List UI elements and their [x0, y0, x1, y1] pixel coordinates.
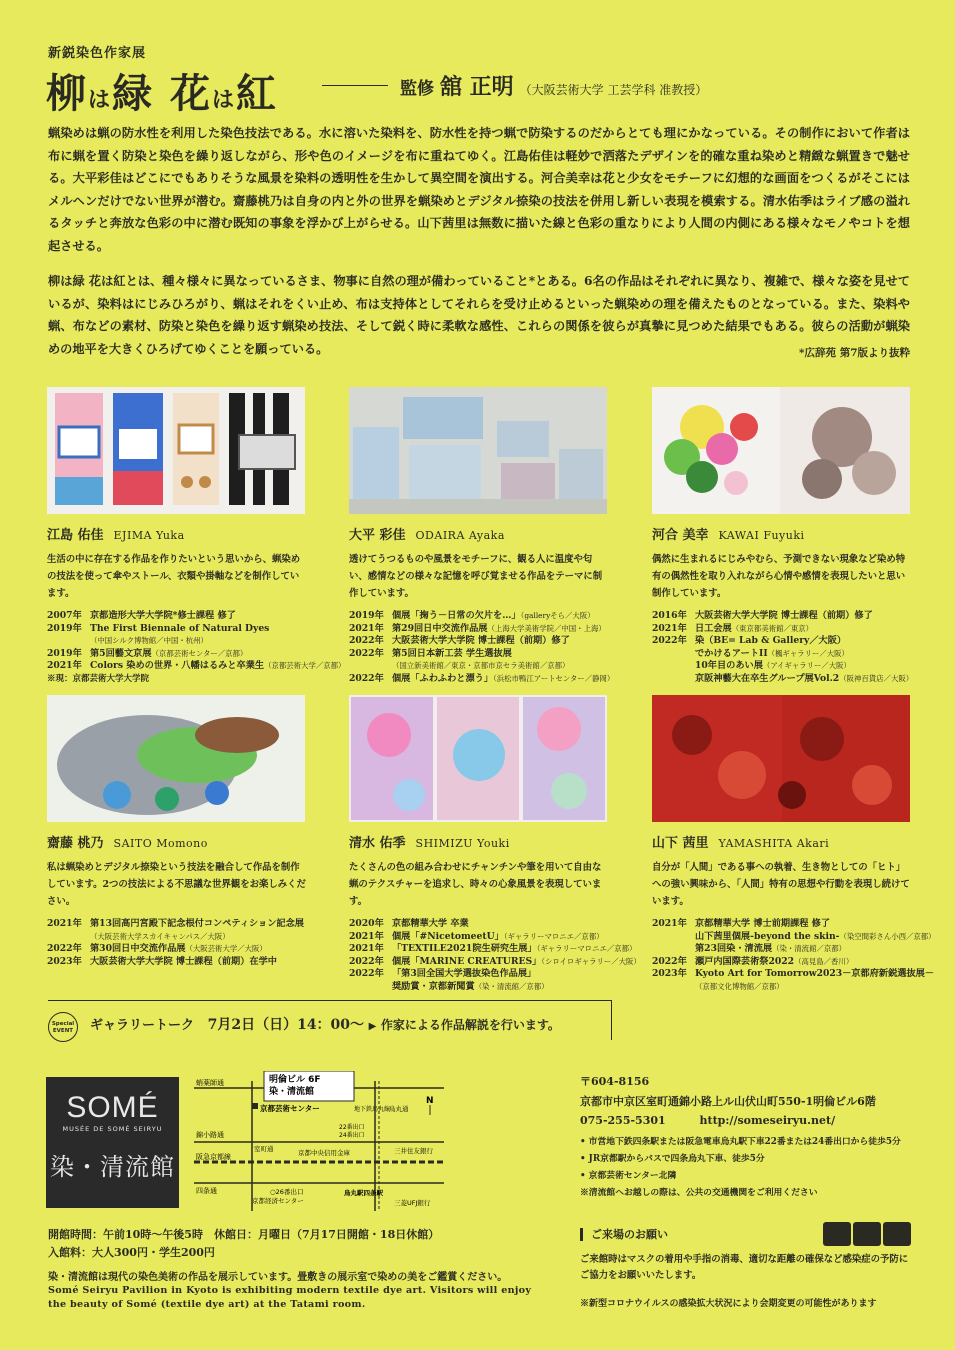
- artwork-image-ejima: [47, 387, 305, 514]
- artist-description: 透けてうつるものや風景をモチーフに、観る人に温度や匂い、感情などの様々な記憶を呼び覚ませる作品をテーマに制作しています。: [349, 554, 603, 599]
- notice-note: ※新型コロナウイルスの感染拡大状況により会期変更の可能性があります: [580, 1299, 877, 1309]
- title-rule: [322, 85, 388, 86]
- artist-history: [349, 610, 615, 686]
- history-row: 2022年 染（BE= Lab & Gallery／大阪）: [652, 635, 847, 647]
- title-particle: は: [211, 87, 236, 113]
- supervisor: [400, 70, 707, 101]
- map-exit24: 24番出口: [339, 1132, 365, 1139]
- mask-icon: [823, 1222, 851, 1246]
- artwork-image-kawai: [652, 387, 910, 514]
- map-karasuma: 烏丸通: [389, 1105, 409, 1113]
- artist-card-saito: [47, 695, 307, 968]
- artist-description: 生活の中に存在する作品を作りたいという思いから、蝋染めの技法を使って傘やストール、衣類や掛軸などを制作しています。: [47, 554, 301, 599]
- phone: 075-255-5301: [580, 1114, 666, 1127]
- history-row: 2022年 第5回日本新工芸 学生選抜展 （国立新美術館／東京・京都市京セラ美術館／京都）: [349, 647, 570, 671]
- title-red: 紅: [235, 70, 278, 117]
- history-row: 京阪神藝大在卒生グループ展Vol.2（阪神百貨店／大阪）: [695, 672, 914, 684]
- access-line: • 京都芸術センター北隣: [580, 1171, 677, 1181]
- access-line: • JR京都駅からバスで四条烏丸下車、徒歩5分: [580, 1154, 765, 1164]
- history-row: 2022年 大阪芸術大学大学院 博士課程（前期）修了: [349, 635, 570, 647]
- artist-name-en: KAWAI Fuyuki: [718, 529, 805, 542]
- logo-sub: MUSÉE DE SOMÉ SEIRYU: [62, 1125, 163, 1133]
- access-line: ※清流館へお越しの際は、公共の交通機関をご利用ください: [580, 1188, 818, 1198]
- history-row: 2019年 個展「掬う－日常の欠片を…」（galleryそら／大阪）: [349, 610, 595, 621]
- event-date: 7月2日（日）14：00〜: [207, 1017, 365, 1033]
- distance-icon: [883, 1222, 911, 1246]
- supervisor-name: 舘 正明: [440, 74, 514, 100]
- museum-logo: [46, 1077, 179, 1208]
- artist-name-en: EJIMA Yuka: [113, 529, 185, 542]
- artist-name: 清水 佑季 SHIMIZU Youki: [349, 836, 510, 851]
- artist-card-shimizu: [349, 695, 641, 994]
- map-subway: 地下鉄烏丸線: [354, 1106, 391, 1113]
- logo-name: SOMÉ: [66, 1091, 159, 1124]
- artist-name-en: SHIMIZU Youki: [415, 837, 510, 850]
- intro-paragraph-1: 蝋染めは蝋の防水性を利用した染色技法である。水に溶いた染料を、防水性を持つ蝋で防染するのだからとても理にかなっている。その制作において作者は布に蝋を置く防染と染色を繰り返しながら、形や色のイメージを布に重ねてゆく。江島佑佳は軽妙で洒落たデザインを的確な重ね染めと精緻な蝋置きで魅せる。大平彩佳はどこにでもありそうな風景を染料の透明性を生かして異空間を演出する。河合美幸は花と少女をモチーフに幻想的な画面をつくるがそこにはメルヘンだけでない世界が潜む。齋藤桃乃は自身の内と外の世界を蝋染めとデジタル捺染の技法を併用し新しい表現を模索する。清水佑季はライブ感の溢れるタッチと奔放な色彩の中に潜む既知の事象を浮かび上がらせる。山下茜里は無数に描いた線と色彩の重なりにより人間の内側にある様々なモノやコトを想起させる。: [48, 126, 910, 253]
- map-exit22: 22番出口: [339, 1124, 365, 1131]
- map-bank2: 京都中央信用金庫: [298, 1149, 350, 1157]
- map-road-shijo: 四条通: [196, 1187, 217, 1195]
- safety-icons: [823, 1222, 911, 1246]
- artist-card-odaira: [349, 387, 615, 686]
- sanitizer-icon: [853, 1222, 881, 1246]
- access-map: [194, 1071, 444, 1211]
- north-icon: N: [426, 1096, 434, 1106]
- artist-history: [47, 610, 346, 686]
- history-row: 2007年 京都造形大学大学院*修士課程 修了: [47, 610, 236, 621]
- artwork-image-shimizu: [349, 695, 607, 822]
- supervisor-label: 監修: [400, 79, 434, 99]
- history-row: 山下茜里個展-beyond the skin-（染空間彩さん小西／京都）: [695, 930, 936, 942]
- artist-card-yamashita: [652, 695, 936, 994]
- event-title: ギャラリートーク: [90, 1018, 195, 1033]
- history-row: 2021年 「TEXTILE2021院生研究生展」（ギャラリーマロニエ／京都）: [349, 943, 637, 955]
- artist-description: 自分が「人間」である事への執着、生き物としての「ヒト」への強い興味から、「人間」特有の思想や行動を表現し続けています。: [652, 862, 910, 907]
- history-row: 2021年 第13回高円宮殿下記念根付コンペティション記念展 （大阪芸術大学スカイキャンパス／大阪）: [47, 918, 304, 941]
- history-row: 第23回染・清流展（染・清流館／京都）: [695, 943, 847, 955]
- map-museum: 染・清流館: [269, 1087, 315, 1097]
- logo-ja: 染・清流館: [50, 1153, 175, 1181]
- exhibition-title: [46, 62, 278, 119]
- artist-history: [652, 918, 936, 994]
- artwork-image-yamashita: [652, 695, 910, 822]
- artist-card-kawai: [652, 387, 912, 686]
- history-row: 2022年 瀬戸内国際芸術祭2022（高見島／香川）: [652, 955, 854, 967]
- gallery-talk: [90, 1014, 560, 1034]
- notice-title: ご来場のお願い: [580, 1228, 668, 1241]
- map-road-tako: 蛸薬師通: [196, 1079, 224, 1087]
- access-line: • 市営地下鉄四条駅または阪急電車烏丸駅下車22番または24番出口から徒歩5分: [580, 1137, 901, 1147]
- history-row: 2021年 日工会展（東京都美術館／東京）: [652, 622, 814, 634]
- artist-name: 齋藤 桃乃 SAITO Momono: [47, 836, 208, 851]
- exhibition-subtitle: 新鋭染色作家展: [48, 46, 147, 61]
- map-station: 烏丸駅四条駅: [344, 1189, 383, 1197]
- address: 京都市中京区室町通錦小路上ル山伏山町550-1明倫ビル6階: [580, 1095, 876, 1108]
- history-row: 2021年 京都精華大学 博士前期課程 修了: [652, 918, 831, 929]
- artist-description: 偶然に生まれるにじみやむら、予測できない現象など染め特有の偶然性を取り入れながら心情や感情を表現したいと思い制作しています。: [652, 554, 906, 599]
- artwork-image-odaira: [349, 387, 607, 514]
- artist-name: 江島 佑佳 EJIMA Yuka: [47, 528, 185, 543]
- intro-paragraph-2: 柳は緑 花は紅とは、種々様々に異なっているさま、物事に自然の理が備わっていること*とある。6名の作品はそれぞれに異なり、複雑で、様々な姿を見せているが、染料はにじみひろがり、蝋はそれをくい止め、布は支持体としてそれらを受け止めるといった蝋染めの理を備えたものとなっている。また、染料や蝋、布などの素材、防染と染色を繰り返す蝋染め技法、そして鋭く時に柔軟な感性、これらの関係を彼らが真摯に見つめた結果でもある。彼らの活動が蝋染めの地平を大きくひろげてゆくことを願っている。: [48, 274, 910, 356]
- admission-fee: 入館料：大人300円・学生200円: [48, 1246, 215, 1259]
- map-exit26: ○26番出口: [270, 1188, 304, 1196]
- history-row: 2022年 「第3回全国大学選抜染色作品展」 奨励賞・京都新聞賞（染・清流館／京都）: [349, 968, 549, 992]
- history-row: 2021年 第29回日中交流作品展（上海大学美術学院／中国・上海）: [349, 622, 606, 634]
- supervisor-affiliation: （大阪芸術大学 工芸学科 准教授）: [519, 83, 708, 97]
- access-info: [580, 1134, 901, 1202]
- postal-code: 〒604-8156: [580, 1075, 650, 1088]
- artist-card-ejima: [47, 387, 346, 686]
- special-event-badge: Special EVENT: [48, 1012, 78, 1042]
- history-row: 2021年 Colors 染めの世界・八幡はるみと卒業生（京都芸術大学／京都）: [47, 660, 346, 672]
- artist-description: たくさんの色の組み合わせにチャンチンや筆を用いて自由な蝋のテクスチャーを追求し、時々の心象風景を表現しています。: [349, 862, 602, 907]
- history-row: 2022年 第30回日中交流作品展（大阪芸術大学／大阪）: [47, 943, 267, 955]
- history-row: 2023年 大阪芸術大学大学院 博士課程（前期）在学中: [47, 955, 277, 967]
- title-particle: は: [88, 87, 113, 113]
- artist-history: [47, 918, 307, 968]
- artist-name-en: ODAIRA Ayaka: [415, 529, 505, 542]
- artist-history: [349, 918, 641, 994]
- history-row: 10年目のあい展（アイギャラリー／大阪）: [695, 660, 851, 672]
- title-green: 緑: [112, 70, 155, 117]
- map-keizai: 京都経済センター: [252, 1197, 304, 1205]
- history-row: 2023年 Kyoto Art for Tomorrow2023－京都府新鋭選抜展－ （京都文化博物館／京都）: [652, 968, 935, 991]
- contact-line: [580, 1114, 835, 1127]
- artist-description: 私は蝋染めとデジタル捺染という技法を融合して作品を制作しています。2つの技法による不思議な世界観をお楽しみください。: [47, 862, 306, 907]
- artist-history: [652, 610, 912, 686]
- museum-description-ja: 染・清流館は現代の染色美術の作品を展示しています。畳敷きの展示室で染めの美をご鑑賞ください。: [48, 1272, 508, 1283]
- title-willow: 柳: [46, 70, 88, 117]
- artwork-image-saito: [47, 695, 305, 822]
- history-row: 2022年 個展「ふわふわと漂う」（浜松市鴨江アートセンター／静岡）: [349, 672, 615, 684]
- museum-description-en: Somé Seiryu Pavilion in Kyoto is exhibiting modern textile dye art. Visitors will enjoy the beauty of Somé (textile dye art) at the Tatami room.: [48, 1285, 532, 1310]
- title-flower: 花: [169, 70, 212, 117]
- history-row: 2020年 京都精華大学 卒業: [349, 918, 469, 929]
- map-muromachi: 室町通: [254, 1145, 274, 1153]
- map-bank3: 三菱UFJ銀行: [394, 1199, 431, 1207]
- artist-name: 河合 美幸 KAWAI Fuyuki: [652, 528, 805, 543]
- history-row: 2019年 The First Biennale of Natural Dyes （中国シルク博物館／中国・杭州）: [47, 622, 270, 646]
- artist-name-en: SAITO Momono: [113, 837, 208, 850]
- history-row: 2021年 個展「#NicetomeetU」（ギャラリーマロニエ／京都）: [349, 930, 604, 942]
- history-row: でかけるアートII（楓ギャラリー／大阪）: [695, 647, 849, 659]
- artist-name: 山下 茜里 YAMASHITA Akari: [652, 836, 830, 851]
- event-detail: 作家による作品解説を行います。: [380, 1018, 560, 1032]
- map-bank1: 三井住友銀行: [394, 1147, 433, 1155]
- map-center: 京都芸術センター: [260, 1104, 320, 1113]
- history-row: 2022年 個展「MARINE CREATURES」（シロイロギャラリー／大阪）: [349, 955, 641, 967]
- map-road-hankyu: 阪急京都線: [196, 1153, 231, 1161]
- map-road-nishiki: 錦小路通: [196, 1131, 224, 1139]
- history-row: 2016年 大阪芸術大学大学院 博士課程（前期）修了: [652, 610, 873, 621]
- history-row: 2019年 第5回藝文京展（京都芸術センター／京都）: [47, 647, 248, 659]
- play-arrow-icon: ▶: [368, 1021, 377, 1032]
- artist-name: 大平 彩佳 ODAIRA Ayaka: [349, 528, 505, 543]
- map-building: 明倫ビル 6F: [269, 1075, 321, 1085]
- artist-name-en: YAMASHITA Akari: [718, 837, 830, 850]
- history-note: ※現：京都芸術大学大学院: [47, 673, 150, 684]
- opening-hours: 開館時間：午前10時〜午後5時 休館日：月曜日（7月17日開館・18日休館）: [48, 1228, 440, 1241]
- website-link[interactable]: http://someseiryu.net/: [699, 1114, 836, 1127]
- notice-text: ご来館時はマスクの着用や手指の消毒、適切な距離の確保など感染症の予防にご協力をお願いいたします。: [580, 1254, 909, 1281]
- citation: *広辞苑 第7版より抜粋: [799, 347, 910, 359]
